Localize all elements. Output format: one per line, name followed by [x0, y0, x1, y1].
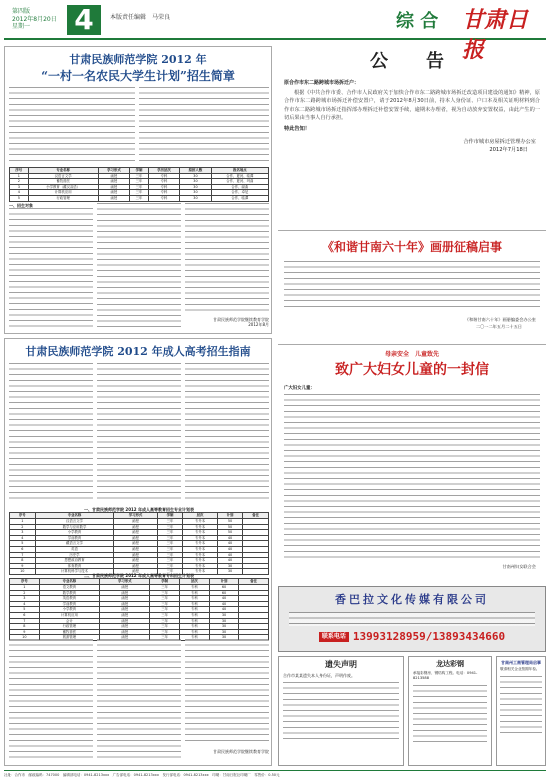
article1-table-header-cell: 报名地点: [211, 168, 268, 174]
article2-table2-header-cell: 学制: [150, 579, 180, 585]
article2-table2-cell: 3: [10, 596, 40, 602]
article2-table1-cell: 函授: [114, 552, 157, 558]
article2-table2-cell: 6: [10, 612, 40, 618]
article2-table2-cell: 行政管理: [39, 624, 99, 630]
article2-table2-cell: 函授: [100, 584, 150, 590]
article1-table-header-cell: 学习形式: [98, 168, 129, 174]
notice-block: [278, 46, 546, 228]
article2-table1-cell: 函授: [114, 546, 157, 552]
article2-table2-cell: 专科: [180, 601, 210, 607]
essay-date: 二〇一二年五月二十五日: [475, 323, 522, 329]
article1-table-cell: 专科: [148, 173, 179, 179]
article2-table1-cell: 历史学: [35, 552, 114, 558]
article1-table-cell: 2: [10, 179, 29, 185]
article2-table2-cell: 30: [209, 624, 239, 630]
article2-table2-cell: 三年: [150, 629, 180, 635]
notice-title: 公 告: [370, 51, 454, 72]
article1-table-cell: 4: [10, 190, 29, 196]
article2-table1-cell: 小学教育: [35, 530, 114, 536]
article2-table1-cell: 10: [10, 569, 36, 575]
article2-table1-cell: 英语: [35, 546, 114, 552]
article2-table1-cell: 5: [10, 541, 36, 547]
notice-special: 特此告知！: [284, 126, 310, 133]
ad-description: [289, 612, 535, 626]
article2-table2-cell: 函授: [100, 612, 150, 618]
article2-table1-cell: 3: [10, 530, 36, 536]
article2-table1-header-cell: 专业名称: [35, 513, 114, 519]
article2-footer: 甘肃民族师范学院继续教育学院: [213, 749, 269, 754]
article1-table-cell: 函授: [98, 179, 129, 185]
letter-block: [278, 344, 546, 584]
article2-table2-cell: 语文教育: [39, 584, 99, 590]
article2-table2-cell: 旅游管理: [39, 635, 99, 641]
article1-title: 甘肃民族师范学院 2012 年: [69, 53, 207, 66]
article2-table1-cell: 三年: [157, 518, 183, 524]
article2-table2-cell: 40: [209, 601, 239, 607]
article2-table1: [9, 507, 269, 575]
letter-body: [284, 394, 540, 558]
article2-table2-cell: 专科: [180, 596, 210, 602]
essay-title: 《和谐甘南六十年》画册征稿启事: [321, 240, 502, 254]
article2-table1-cell: 三年: [157, 558, 183, 564]
article2-table1-cell: 50: [217, 530, 243, 536]
article2-table1-cell: 50: [217, 524, 243, 530]
article2-table2-cell: 三年: [150, 607, 180, 613]
article2-table2: [9, 573, 269, 641]
article2-table2-cell: 函授: [100, 635, 150, 641]
article1-table: [9, 167, 269, 202]
article2-table2-cell: 1: [10, 584, 40, 590]
article2-table1-cell: 三年: [157, 530, 183, 536]
article1-table-cell: 专科: [148, 184, 179, 190]
article2-table1-cell: 函授: [114, 535, 157, 541]
article1-body-col2: [97, 203, 181, 331]
article2-table2-cell: 三年: [150, 596, 180, 602]
article2-table1-cell: 函授: [114, 563, 157, 569]
article2-col2: [97, 363, 181, 503]
article2-col1: [9, 363, 93, 503]
article2-table1-cell: 40: [217, 558, 243, 564]
article2-table2-header-cell: 备注: [239, 579, 269, 585]
article2-table1-cell: 三年: [157, 569, 183, 575]
article2-table1-cell: 7: [10, 552, 36, 558]
section-title: 综 合: [396, 11, 439, 32]
article2-table2-cell: 函授: [100, 607, 150, 613]
article2-table2-cell: 小学教育: [39, 607, 99, 613]
article2-table2-cell: 60: [209, 584, 239, 590]
article2-table2-cell: 三年: [150, 601, 180, 607]
article1-subtitle: “一村一名农民大学生计划”招生简章: [41, 68, 235, 83]
article2-table1-cell: 三年: [157, 546, 183, 552]
article2-table1-cell: 三年: [157, 535, 183, 541]
ad-hotline: 13993128959/13893434660: [352, 629, 506, 643]
article2-table1-cell: 思想政治教育: [35, 558, 114, 564]
article2-table1-cell: 30: [217, 563, 243, 569]
small-ad-2-text: 承接彩钢房、钢结构工程。电话：0941-8213588: [413, 671, 478, 681]
small-ads: [278, 656, 546, 766]
article2-table1-cell: 函授: [114, 569, 157, 575]
article1-footer: 甘肃民族师范学院继续教育学院 2012年8月: [213, 317, 269, 328]
article2-table1-cell: 体育教育: [35, 563, 114, 569]
article1-table-cell: 30: [180, 190, 211, 196]
masthead-date-block: [12, 8, 57, 31]
article2-table2-cell: 英语教育: [39, 596, 99, 602]
article2-table2-title: 二、甘肃民族师范学院 2012 年成人高等教育专科招生计划表: [84, 573, 194, 578]
article2-table2-cell: 专科: [180, 629, 210, 635]
letter-signature: 甘南州妇女联合会: [502, 563, 536, 569]
small-ad-3-text: 敬请相关企业按期年检。: [500, 667, 540, 672]
article2-table1-cell: 专升本: [183, 546, 217, 552]
article2-table2-cell: 函授: [100, 601, 150, 607]
page-editors: 本版责任编辑 马荣良: [110, 14, 171, 21]
issue-weekday: 星期一: [12, 23, 31, 30]
article2-table2-header-cell: 专业名称: [39, 579, 99, 585]
article1-table-cell: 合作、碌曲: [211, 184, 268, 190]
article2-table1-cell: 2: [10, 524, 36, 530]
page-number: 4: [67, 5, 101, 35]
article1-table-cell: 三年: [130, 190, 149, 196]
article1-table-header-cell: 学历层次: [148, 168, 179, 174]
article1-table-cell: 30: [180, 184, 211, 190]
article2-table1-cell: 学前教育: [35, 535, 114, 541]
article1-table-cell: 计算机应用: [28, 190, 98, 196]
article2-table2-cell: 专科: [180, 590, 210, 596]
article2-title: 甘肃民族师范学院 2012 年成人高考招生指南: [25, 345, 251, 358]
article1-table-header-cell: 专业名称: [28, 168, 98, 174]
article2-table1-cell: 8: [10, 558, 36, 564]
article2-table2-header-cell: 序号: [10, 579, 40, 585]
article1-table-cell: 行政管理: [28, 195, 98, 201]
article1-table-cell: 汉语言文学: [28, 173, 98, 179]
article2-table2-cell: 5: [10, 607, 40, 613]
article2-table1-cell: 藏语言文学: [35, 541, 114, 547]
article2-table1-cell: 专升本: [183, 541, 217, 547]
letter-kicker: 母亲安全 儿童致先: [384, 351, 439, 358]
article2-table2-cell: 4: [10, 601, 40, 607]
article2-table2-cell: 函授: [100, 596, 150, 602]
article1-table-cell: 30: [180, 179, 211, 185]
article1-table-cell: 三年: [130, 195, 149, 201]
article2-table1-header-cell: 序号: [10, 513, 36, 519]
article2-table1-cell: 专升本: [183, 524, 217, 530]
page-footer: 社址：合作市 邮政编码：747000 编辑部电话：0941-8213xxx 广告部电话：0941-8213xxx 发行部电话：0941-8213xxx 印刷：甘南日报社印刷厂 零售价：0.50元: [4, 770, 546, 778]
article2-table2-cell: 专科: [180, 618, 210, 624]
article2-table2-cell: 三年: [150, 618, 180, 624]
article1-table-header-cell: 序号: [10, 168, 29, 174]
article1-table-cell: 三年: [130, 179, 149, 185]
article2-table2-cell: 8: [10, 624, 40, 630]
notice-heading: 原合作市东二路跨城市场拆迁户：: [284, 80, 360, 87]
article1-table-cell: 函授: [98, 173, 129, 179]
article2-table1-cell: 9: [10, 563, 36, 569]
article1-table-cell: 畜牧兽医: [28, 179, 98, 185]
article2-col4: [9, 639, 93, 761]
article2-table1-title: 一、甘肃民族师范学院 2012 年成人高等教育招生专业计划表: [84, 507, 194, 512]
article1-table-header-cell: 拟招人数: [180, 168, 211, 174]
article2-table2-cell: 学前教育: [39, 601, 99, 607]
article2-table1-cell: 专升本: [183, 518, 217, 524]
article2-table2-cell: 9: [10, 629, 40, 635]
article2-table2-header-cell: 计划: [209, 579, 239, 585]
article-recruitment-village: [4, 46, 272, 334]
article2-table2-header-cell: 层次: [180, 579, 210, 585]
article1-table-cell: 合作、夏河、临潭: [211, 173, 268, 179]
ad-company: 香巴拉文化传媒有限公司: [335, 593, 489, 606]
article2-table2-cell: 数学教育: [39, 590, 99, 596]
article2-table2-cell: 30: [209, 635, 239, 641]
article2-table1-header-cell: 计划: [217, 513, 243, 519]
issue-label: 第四版: [12, 8, 31, 15]
article1-table-cell: 专科: [148, 179, 179, 185]
article1-intro-text-2: [139, 87, 269, 165]
article2-table1-cell: 函授: [114, 541, 157, 547]
article2-table1-header-cell: 学习形式: [114, 513, 157, 519]
small-ad-3-title: 甘南州工商管理局启事: [501, 660, 541, 665]
article2-table1-cell: 三年: [157, 541, 183, 547]
article1-table-cell: 5: [10, 195, 29, 201]
article1-body-col1: [9, 203, 93, 331]
article2-table2-cell: 专科: [180, 584, 210, 590]
article1-table-cell: 三年: [130, 173, 149, 179]
article1-table-cell: 专科: [148, 190, 179, 196]
article2-table1-cell: 40: [217, 546, 243, 552]
article2-table2-cell: 函授: [100, 590, 150, 596]
article1-table-cell: 小学教育（藏汉双语）: [28, 184, 98, 190]
advertisement-shambhala: [278, 586, 546, 652]
article2-table2-cell: 40: [209, 596, 239, 602]
article2-table1-cell: 函授: [114, 524, 157, 530]
article1-table-cell: 合作、临潭: [211, 195, 268, 201]
article2-table2-cell: 三年: [150, 584, 180, 590]
article2-table1-cell: 50: [217, 518, 243, 524]
essay-signature: 《和谐甘南六十年》画册编委会办公室: [464, 317, 536, 323]
article1-table-cell: 函授: [98, 184, 129, 190]
article2-col5: [97, 639, 181, 761]
article2-table1-cell: 40: [217, 552, 243, 558]
small-ad-1: [278, 656, 404, 766]
article2-table1-cell: 1: [10, 518, 36, 524]
article1-body-col3: [185, 203, 269, 315]
article1-table-cell: 3: [10, 184, 29, 190]
article1-table-cell: 函授: [98, 190, 129, 196]
article2-table2-cell: 三年: [150, 624, 180, 630]
article1-table-cell: 函授: [98, 195, 129, 201]
article2-table1-cell: 专升本: [183, 569, 217, 575]
article2-table1-cell: 4: [10, 535, 36, 541]
article2-table2-cell: 30: [209, 629, 239, 635]
article2-table2-cell: 10: [10, 635, 40, 641]
article2-table1-cell: 函授: [114, 518, 157, 524]
article2-col3: [185, 363, 269, 503]
article2-table1-cell: 40: [217, 541, 243, 547]
article1-table-header-cell: 学制: [130, 168, 149, 174]
article2-table2-cell: 三年: [150, 590, 180, 596]
notice-body: 根据《中共合作市委、合作市人民政府关于加快合作市东二路跨城市场拆迁改造项目建设的通知》精神，原合作市东二路跨城市场拆迁补偿安置户，请于2012年8月30日前，持本人身份证、户口本及相关证明材料到合作市东二路跨城市场拆迁指挥部办理拆迁补偿安置手续，逾期未办理者，视为自动放弃安置权益，由此产生的一切后果由当事人自行承担。: [284, 90, 540, 121]
article2-table1-cell: 6: [10, 546, 36, 552]
article2-table2-cell: 40: [209, 607, 239, 613]
small-ad-1-title: 遗失声明: [325, 660, 357, 669]
article2-table2-cell: 畜牧兽医: [39, 629, 99, 635]
article2-table2-cell: 7: [10, 618, 40, 624]
article2-table1-cell: 专升本: [183, 530, 217, 536]
article2-table2-cell: 会计: [39, 618, 99, 624]
article2-table1-cell: 函授: [114, 530, 157, 536]
article1-table-cell: 合作、夏河、玛曲: [211, 179, 268, 185]
small-ad-1-text: 合作市某某遗失本人身份证，声明作废。: [283, 672, 355, 678]
article2-table1-cell: 专升本: [183, 563, 217, 569]
small-ad-3: [496, 656, 546, 766]
article2-table1-cell: 专升本: [183, 535, 217, 541]
article2-table2-cell: 30: [209, 618, 239, 624]
newspaper-logo: 甘肃日报: [462, 7, 529, 63]
article2-table2-cell: 60: [209, 590, 239, 596]
article2-table1-cell: 专升本: [183, 552, 217, 558]
essay-body: [284, 261, 540, 311]
notice-date: 2012年7月18日: [489, 147, 528, 154]
article1-intro-text: [9, 87, 135, 165]
article1-table-cell: 1: [10, 173, 29, 179]
article2-col6: [185, 639, 269, 745]
article2-table2-cell: 专科: [180, 624, 210, 630]
article2-table2-cell: 30: [209, 612, 239, 618]
article2-table1-header-cell: 备注: [243, 513, 269, 519]
essay-call-block: [278, 230, 546, 342]
article1-table-cell: 30: [180, 195, 211, 201]
article2-table1-cell: 三年: [157, 563, 183, 569]
notice-signature: 合作市城市房屋拆迁管理办公室: [463, 139, 536, 146]
ad-hotline-label: 联系电话: [319, 632, 349, 642]
article2-table2-cell: 函授: [100, 629, 150, 635]
article2-table1-cell: 30: [217, 569, 243, 575]
letter-title: 致广大妇女儿童的一封信: [335, 362, 489, 379]
article2-table2-cell: 2: [10, 590, 40, 596]
article2-table2-cell: 专科: [180, 635, 210, 641]
article1-table-cell: 合作、卓尼: [211, 190, 268, 196]
article2-table1-cell: 专升本: [183, 558, 217, 564]
article2-table1-header-cell: 层次: [183, 513, 217, 519]
letter-greeting: 广大妇女儿童：: [284, 385, 315, 391]
article2-table1-cell: 三年: [157, 524, 183, 530]
article2-table1-cell: 计算机科学与技术: [35, 569, 114, 575]
article2-table2-cell: 三年: [150, 612, 180, 618]
article1-section-heading: 一、招生对象: [9, 203, 33, 208]
article2-table2-cell: 三年: [150, 635, 180, 641]
small-ad-2: [408, 656, 492, 766]
article-adult-admission: [4, 338, 272, 766]
article2-table2-cell: 函授: [100, 618, 150, 624]
issue-date: 2012年8月20日: [12, 15, 57, 23]
article1-table-cell: 三年: [130, 184, 149, 190]
article2-table2-cell: 专科: [180, 607, 210, 613]
article2-table2-header-cell: 学习形式: [100, 579, 150, 585]
article2-table1-header-cell: 学制: [157, 513, 183, 519]
small-ad-2-title: 龙达彩钢: [436, 660, 464, 668]
article1-table-cell: 30: [180, 173, 211, 179]
article1-table-row: [10, 195, 269, 201]
article2-table2-cell: 计算机应用: [39, 612, 99, 618]
article2-table1-cell: 汉语言文学: [35, 518, 114, 524]
article2-table1-cell: 函授: [114, 558, 157, 564]
article1-table-cell: 专科: [148, 195, 179, 201]
article2-table1-cell: 三年: [157, 552, 183, 558]
article2-table1-cell: 40: [217, 535, 243, 541]
article2-table2-cell: 专科: [180, 612, 210, 618]
article2-table1-cell: 数学与应用数学: [35, 524, 114, 530]
article2-table2-cell: 函授: [100, 624, 150, 630]
